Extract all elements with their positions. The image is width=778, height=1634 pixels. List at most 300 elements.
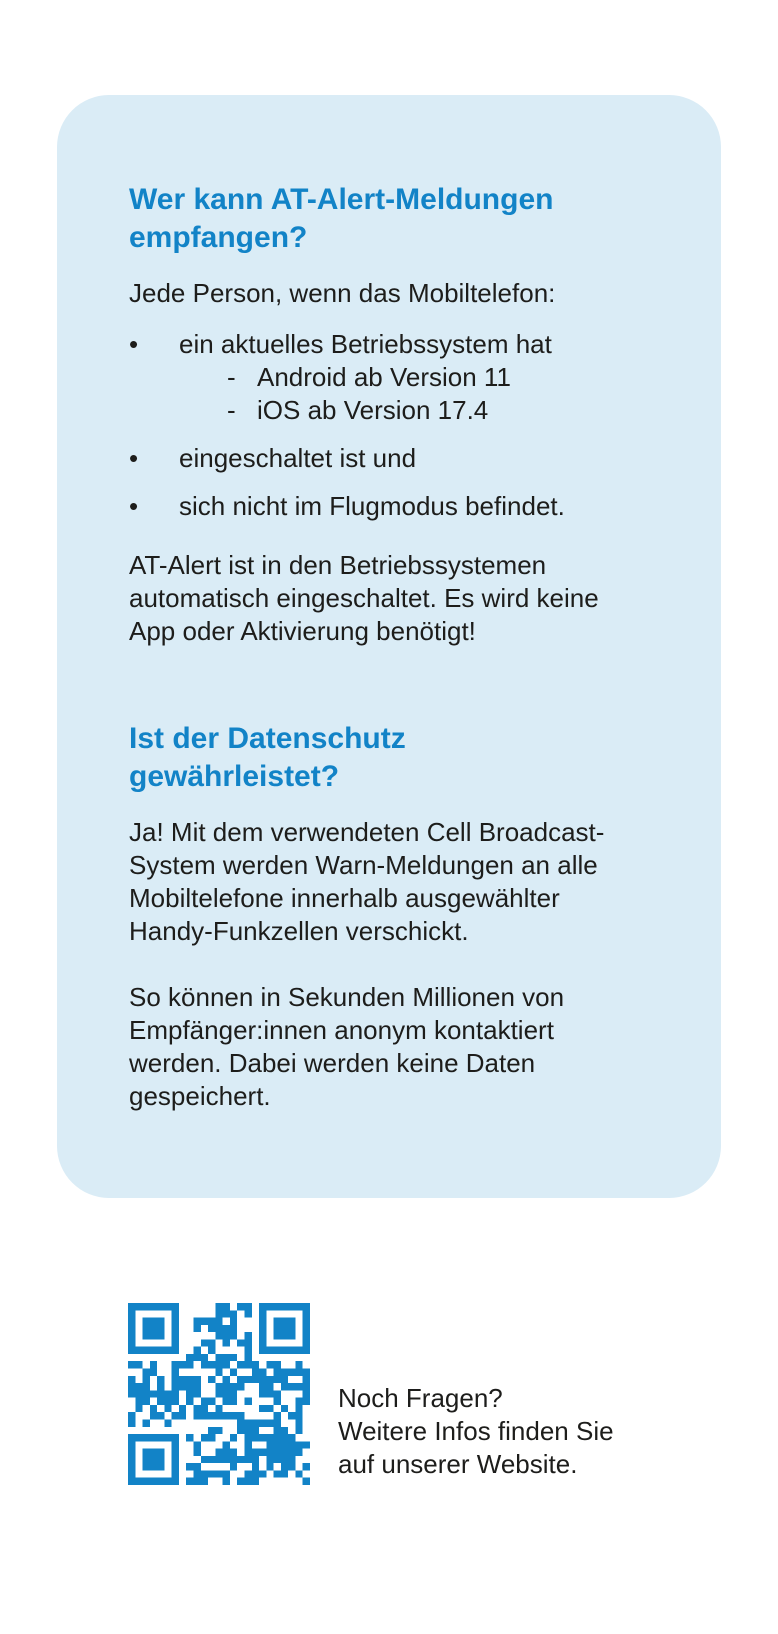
qr-module xyxy=(223,1361,230,1368)
qr-module xyxy=(201,1456,208,1463)
qr-module xyxy=(259,1318,266,1325)
bullet-symbol: • xyxy=(129,443,139,473)
qr-module xyxy=(303,1325,310,1332)
qr-module xyxy=(157,1318,164,1325)
qr-module xyxy=(237,1361,244,1368)
qr-module xyxy=(215,1427,222,1434)
qr-module xyxy=(194,1478,201,1485)
qr-module xyxy=(135,1405,142,1412)
qr-module xyxy=(266,1361,273,1368)
qr-module xyxy=(128,1361,135,1368)
qr-module xyxy=(274,1427,281,1434)
qr-module xyxy=(172,1390,179,1397)
qr-module xyxy=(128,1390,135,1397)
qr-module xyxy=(281,1463,288,1470)
qr-module xyxy=(135,1361,142,1368)
qr-module xyxy=(194,1325,201,1332)
qr-module xyxy=(150,1332,157,1339)
qr-module xyxy=(201,1361,208,1368)
qr-module xyxy=(252,1369,259,1376)
qr-module xyxy=(288,1303,295,1310)
qr-module xyxy=(281,1332,288,1339)
qr-module xyxy=(172,1398,179,1405)
qr-module xyxy=(274,1398,281,1405)
qr-module xyxy=(128,1441,135,1448)
qr-module xyxy=(143,1456,150,1463)
qr-module xyxy=(143,1383,150,1390)
qr-module xyxy=(303,1383,310,1390)
qr-module xyxy=(266,1441,273,1448)
qr-module xyxy=(164,1419,171,1426)
dash-symbol: - xyxy=(227,395,236,425)
qr-module xyxy=(208,1398,215,1405)
footer-line: Noch Fragen? xyxy=(338,1383,503,1413)
qr-module xyxy=(281,1347,288,1354)
qr-module xyxy=(150,1318,157,1325)
requirement-text: ein aktuelles Betriebssystem hat xyxy=(179,329,552,359)
qr-module xyxy=(303,1376,310,1383)
qr-module xyxy=(208,1339,215,1346)
qr-module xyxy=(230,1325,237,1332)
qr-module xyxy=(223,1332,230,1339)
qr-module xyxy=(164,1434,171,1441)
qr-module xyxy=(172,1347,179,1354)
qr-module xyxy=(274,1456,281,1463)
qr-module xyxy=(244,1456,251,1463)
qr-module xyxy=(150,1361,157,1368)
qr-module xyxy=(128,1412,135,1419)
qr-module xyxy=(208,1470,215,1477)
section1-title-line1: Wer kann AT-Alert-Meldungen xyxy=(129,183,554,216)
qr-module xyxy=(215,1412,222,1419)
qr-module xyxy=(252,1449,259,1456)
qr-module xyxy=(208,1361,215,1368)
qr-module xyxy=(303,1369,310,1376)
section1-intro: Jede Person, wenn das Mobiltelefon: xyxy=(129,278,556,308)
qr-module xyxy=(143,1463,150,1470)
qr-module xyxy=(201,1478,208,1485)
qr-module xyxy=(259,1405,266,1412)
qr-module xyxy=(259,1303,266,1310)
qr-module xyxy=(164,1390,171,1397)
qr-module xyxy=(150,1434,157,1441)
qr-module xyxy=(244,1347,251,1354)
qr-module xyxy=(288,1383,295,1390)
qr-module xyxy=(244,1427,251,1434)
qr-module xyxy=(244,1398,251,1405)
qr-module xyxy=(281,1449,288,1456)
qr-module xyxy=(274,1318,281,1325)
qr-module xyxy=(244,1478,251,1485)
qr-module xyxy=(288,1325,295,1332)
qr-module xyxy=(201,1318,208,1325)
paragraph-line: gespeichert. xyxy=(129,1081,271,1111)
qr-module xyxy=(135,1303,142,1310)
qr-module xyxy=(128,1463,135,1470)
qr-module xyxy=(303,1463,310,1470)
qr-module xyxy=(172,1412,179,1419)
qr-module xyxy=(128,1347,135,1354)
qr-module xyxy=(128,1449,135,1456)
qr-module xyxy=(150,1478,157,1485)
qr-module xyxy=(172,1361,179,1368)
qr-module xyxy=(128,1318,135,1325)
qr-module xyxy=(295,1361,302,1368)
qr-module xyxy=(223,1354,230,1361)
qr-module xyxy=(274,1369,281,1376)
os-version-text: iOS ab Version 17.4 xyxy=(257,395,489,425)
qr-module xyxy=(135,1398,142,1405)
qr-module xyxy=(223,1478,230,1485)
bullet-symbol: • xyxy=(129,491,139,521)
requirement-text: eingeschaltet ist und xyxy=(179,443,417,473)
qr-module xyxy=(135,1390,142,1397)
qr-module xyxy=(215,1354,222,1361)
qr-module xyxy=(295,1405,302,1412)
qr-module xyxy=(288,1449,295,1456)
qr-module xyxy=(186,1390,193,1397)
qr-module xyxy=(157,1398,164,1405)
qr-module xyxy=(252,1376,259,1383)
qr-module xyxy=(179,1412,186,1419)
qr-module xyxy=(186,1434,193,1441)
qr-module xyxy=(230,1463,237,1470)
qr-module xyxy=(150,1369,157,1376)
qr-module xyxy=(172,1441,179,1448)
qr-module xyxy=(223,1376,230,1383)
qr-module xyxy=(135,1347,142,1354)
qr-module xyxy=(143,1332,150,1339)
qr-module xyxy=(128,1332,135,1339)
qr-module xyxy=(281,1303,288,1310)
qr-module xyxy=(201,1470,208,1477)
qr-module xyxy=(208,1376,215,1383)
qr-module xyxy=(237,1303,244,1310)
qr-module xyxy=(288,1441,295,1448)
qr-module xyxy=(186,1383,193,1390)
qr-module xyxy=(194,1405,201,1412)
qr-module xyxy=(252,1470,259,1477)
qr-module xyxy=(252,1463,259,1470)
dash-symbol: - xyxy=(227,362,236,392)
qr-module xyxy=(288,1369,295,1376)
qr-module xyxy=(252,1456,259,1463)
qr-module xyxy=(172,1369,179,1376)
qr-module xyxy=(259,1310,266,1317)
qr-module xyxy=(128,1325,135,1332)
qr-module xyxy=(143,1376,150,1383)
qr-module xyxy=(288,1412,295,1419)
qr-module xyxy=(194,1376,201,1383)
note-line: App oder Aktivierung benötigt! xyxy=(129,616,476,646)
qr-module xyxy=(143,1434,150,1441)
qr-module xyxy=(295,1441,302,1448)
qr-module xyxy=(281,1441,288,1448)
qr-module xyxy=(259,1449,266,1456)
qr-module xyxy=(259,1419,266,1426)
qr-module xyxy=(150,1390,157,1397)
qr-module xyxy=(157,1390,164,1397)
qr-module xyxy=(303,1339,310,1346)
qr-module xyxy=(281,1434,288,1441)
qr-module xyxy=(223,1339,230,1346)
qr-module xyxy=(281,1383,288,1390)
qr-module xyxy=(157,1376,164,1383)
qr-module xyxy=(274,1361,281,1368)
qr-module xyxy=(194,1383,201,1390)
note-line: automatisch eingeschaltet. Es wird keine xyxy=(129,583,599,613)
qr-module xyxy=(179,1361,186,1368)
qr-module xyxy=(172,1318,179,1325)
os-version-item xyxy=(227,394,669,427)
qr-module xyxy=(172,1310,179,1317)
qr-module xyxy=(215,1390,222,1397)
qr-module xyxy=(172,1470,179,1477)
qr-module xyxy=(172,1434,179,1441)
qr-module xyxy=(288,1318,295,1325)
qr-module xyxy=(186,1398,193,1405)
bullet-symbol: • xyxy=(129,329,139,359)
qr-module xyxy=(172,1303,179,1310)
qr-module xyxy=(143,1325,150,1332)
qr-module xyxy=(223,1412,230,1419)
qr-module xyxy=(303,1441,310,1448)
qr-module xyxy=(274,1419,281,1426)
paragraph-line: So können in Sekunden Millionen von xyxy=(129,982,565,1012)
qr-module xyxy=(201,1405,208,1412)
qr-module xyxy=(186,1354,193,1361)
qr-module xyxy=(164,1347,171,1354)
qr-module xyxy=(230,1383,237,1390)
qr-module xyxy=(172,1478,179,1485)
qr-module xyxy=(288,1434,295,1441)
qr-module xyxy=(266,1463,273,1470)
qr-module xyxy=(223,1390,230,1397)
qr-module xyxy=(223,1470,230,1477)
section1-title xyxy=(129,181,669,257)
qr-module xyxy=(303,1347,310,1354)
qr-module xyxy=(230,1318,237,1325)
qr-module xyxy=(266,1434,273,1441)
qr-module xyxy=(244,1419,251,1426)
section2-title xyxy=(129,720,669,796)
requirement-text: sich nicht im Flugmodus befindet. xyxy=(179,491,565,521)
qr-module xyxy=(266,1390,273,1397)
qr-module xyxy=(157,1303,164,1310)
qr-module xyxy=(223,1456,230,1463)
qr-module xyxy=(274,1347,281,1354)
qr-module xyxy=(259,1376,266,1383)
qr-module xyxy=(303,1332,310,1339)
requirement-item xyxy=(129,490,669,523)
qr-module xyxy=(288,1456,295,1463)
privacy-paragraph-2 xyxy=(129,981,669,1113)
qr-module xyxy=(150,1347,157,1354)
qr-module xyxy=(252,1434,259,1441)
qr-module xyxy=(186,1376,193,1383)
qr-module xyxy=(157,1347,164,1354)
qr-module xyxy=(143,1369,150,1376)
qr-module xyxy=(143,1449,150,1456)
qr-module xyxy=(230,1332,237,1339)
qr-module xyxy=(172,1383,179,1390)
qr-module xyxy=(215,1361,222,1368)
qr-module xyxy=(128,1478,135,1485)
qr-module xyxy=(244,1310,251,1317)
qr-module xyxy=(237,1427,244,1434)
qr-module xyxy=(172,1376,179,1383)
qr-module xyxy=(295,1412,302,1419)
qr-module xyxy=(223,1449,230,1456)
qr-module xyxy=(128,1310,135,1317)
section2-title-line2: gewährleistet? xyxy=(129,760,340,793)
qr-module xyxy=(128,1419,135,1426)
qr-module xyxy=(128,1434,135,1441)
section2-title-line1: Ist der Datenschutz xyxy=(129,722,406,755)
privacy-paragraph-1 xyxy=(129,816,669,948)
qr-module xyxy=(259,1390,266,1397)
qr-module xyxy=(215,1449,222,1456)
qr-module xyxy=(295,1419,302,1426)
qr-module xyxy=(230,1354,237,1361)
qr-module xyxy=(295,1470,302,1477)
qr-module xyxy=(194,1354,201,1361)
qr-module xyxy=(259,1332,266,1339)
qr-module xyxy=(194,1463,201,1470)
qr-module xyxy=(215,1325,222,1332)
qr-module xyxy=(295,1449,302,1456)
qr-module xyxy=(172,1449,179,1456)
qr-module xyxy=(150,1463,157,1470)
qr-module xyxy=(303,1398,310,1405)
qr-module xyxy=(128,1470,135,1477)
qr-module xyxy=(150,1405,157,1412)
qr-module xyxy=(215,1456,222,1463)
qr-module xyxy=(223,1398,230,1405)
paragraph-line: Empfänger:innen anonym kontaktiert xyxy=(129,1015,554,1045)
qr-module xyxy=(143,1347,150,1354)
qr-module xyxy=(230,1369,237,1376)
qr-module xyxy=(201,1434,208,1441)
os-version-list xyxy=(179,361,669,427)
qr-module xyxy=(230,1390,237,1397)
qr-module xyxy=(157,1449,164,1456)
requirements-list xyxy=(129,328,669,523)
qr-module xyxy=(252,1427,259,1434)
qr-module xyxy=(274,1412,281,1419)
qr-module xyxy=(281,1456,288,1463)
qr-module xyxy=(128,1339,135,1346)
footer-line: auf unserer Website. xyxy=(338,1449,578,1479)
qr-module xyxy=(266,1376,273,1383)
qr-module xyxy=(244,1434,251,1441)
qr-module xyxy=(223,1383,230,1390)
qr-module xyxy=(274,1470,281,1477)
activation-note xyxy=(129,549,669,648)
qr-module xyxy=(208,1325,215,1332)
qr-module xyxy=(266,1456,273,1463)
qr-module xyxy=(186,1361,193,1368)
qr-module xyxy=(281,1318,288,1325)
qr-module xyxy=(295,1303,302,1310)
footer-line: Weitere Infos finden Sie xyxy=(338,1416,614,1446)
qr-module xyxy=(266,1419,273,1426)
qr-module xyxy=(143,1478,150,1485)
qr-module xyxy=(252,1478,259,1485)
qr-module xyxy=(157,1478,164,1485)
qr-module xyxy=(215,1369,222,1376)
qr-module xyxy=(143,1419,150,1426)
qr-module xyxy=(128,1383,135,1390)
qr-module xyxy=(172,1339,179,1346)
qr-module xyxy=(274,1390,281,1397)
qr-module xyxy=(303,1478,310,1485)
qr-module xyxy=(128,1303,135,1310)
qr-module xyxy=(215,1303,222,1310)
qr-module xyxy=(164,1398,171,1405)
qr-module xyxy=(215,1318,222,1325)
qr-module xyxy=(266,1383,273,1390)
qr-module xyxy=(281,1369,288,1376)
qr-module xyxy=(208,1434,215,1441)
qr-module xyxy=(179,1405,186,1412)
qr-module xyxy=(252,1361,259,1368)
qr-module xyxy=(150,1449,157,1456)
qr-module xyxy=(172,1325,179,1332)
qr-module xyxy=(237,1419,244,1426)
qr-module xyxy=(274,1434,281,1441)
qr-module xyxy=(244,1470,251,1477)
qr-module xyxy=(237,1412,244,1419)
qr-module xyxy=(194,1449,201,1456)
qr-module xyxy=(201,1412,208,1419)
info-card-content xyxy=(129,181,669,1113)
qr-module xyxy=(223,1325,230,1332)
qr-module xyxy=(208,1347,215,1354)
qr-module xyxy=(143,1318,150,1325)
qr-module xyxy=(208,1412,215,1419)
qr-module xyxy=(157,1434,164,1441)
qr-module xyxy=(288,1463,295,1470)
qr-module xyxy=(266,1303,273,1310)
os-version-item xyxy=(227,361,669,394)
qr-module xyxy=(295,1347,302,1354)
qr-module xyxy=(128,1376,135,1383)
qr-module xyxy=(143,1303,150,1310)
qr-module xyxy=(208,1456,215,1463)
qr-module xyxy=(244,1332,251,1339)
qr-module xyxy=(157,1383,164,1390)
qr-module xyxy=(172,1332,179,1339)
qr-module xyxy=(259,1383,266,1390)
qr-module xyxy=(266,1347,273,1354)
qr-module xyxy=(208,1427,215,1434)
requirement-item xyxy=(129,328,669,427)
qr-module xyxy=(237,1339,244,1346)
qr-module xyxy=(157,1463,164,1470)
qr-code-icon[interactable] xyxy=(128,1303,310,1485)
qr-module xyxy=(157,1325,164,1332)
qr-module xyxy=(295,1369,302,1376)
qr-module xyxy=(281,1376,288,1383)
qr-module xyxy=(274,1303,281,1310)
qr-module xyxy=(143,1398,150,1405)
paragraph-line: Mobiltelefone innerhalb ausgewählter xyxy=(129,883,560,913)
qr-module xyxy=(244,1361,251,1368)
qr-module xyxy=(266,1405,273,1412)
qr-module xyxy=(295,1427,302,1434)
qr-module xyxy=(157,1456,164,1463)
